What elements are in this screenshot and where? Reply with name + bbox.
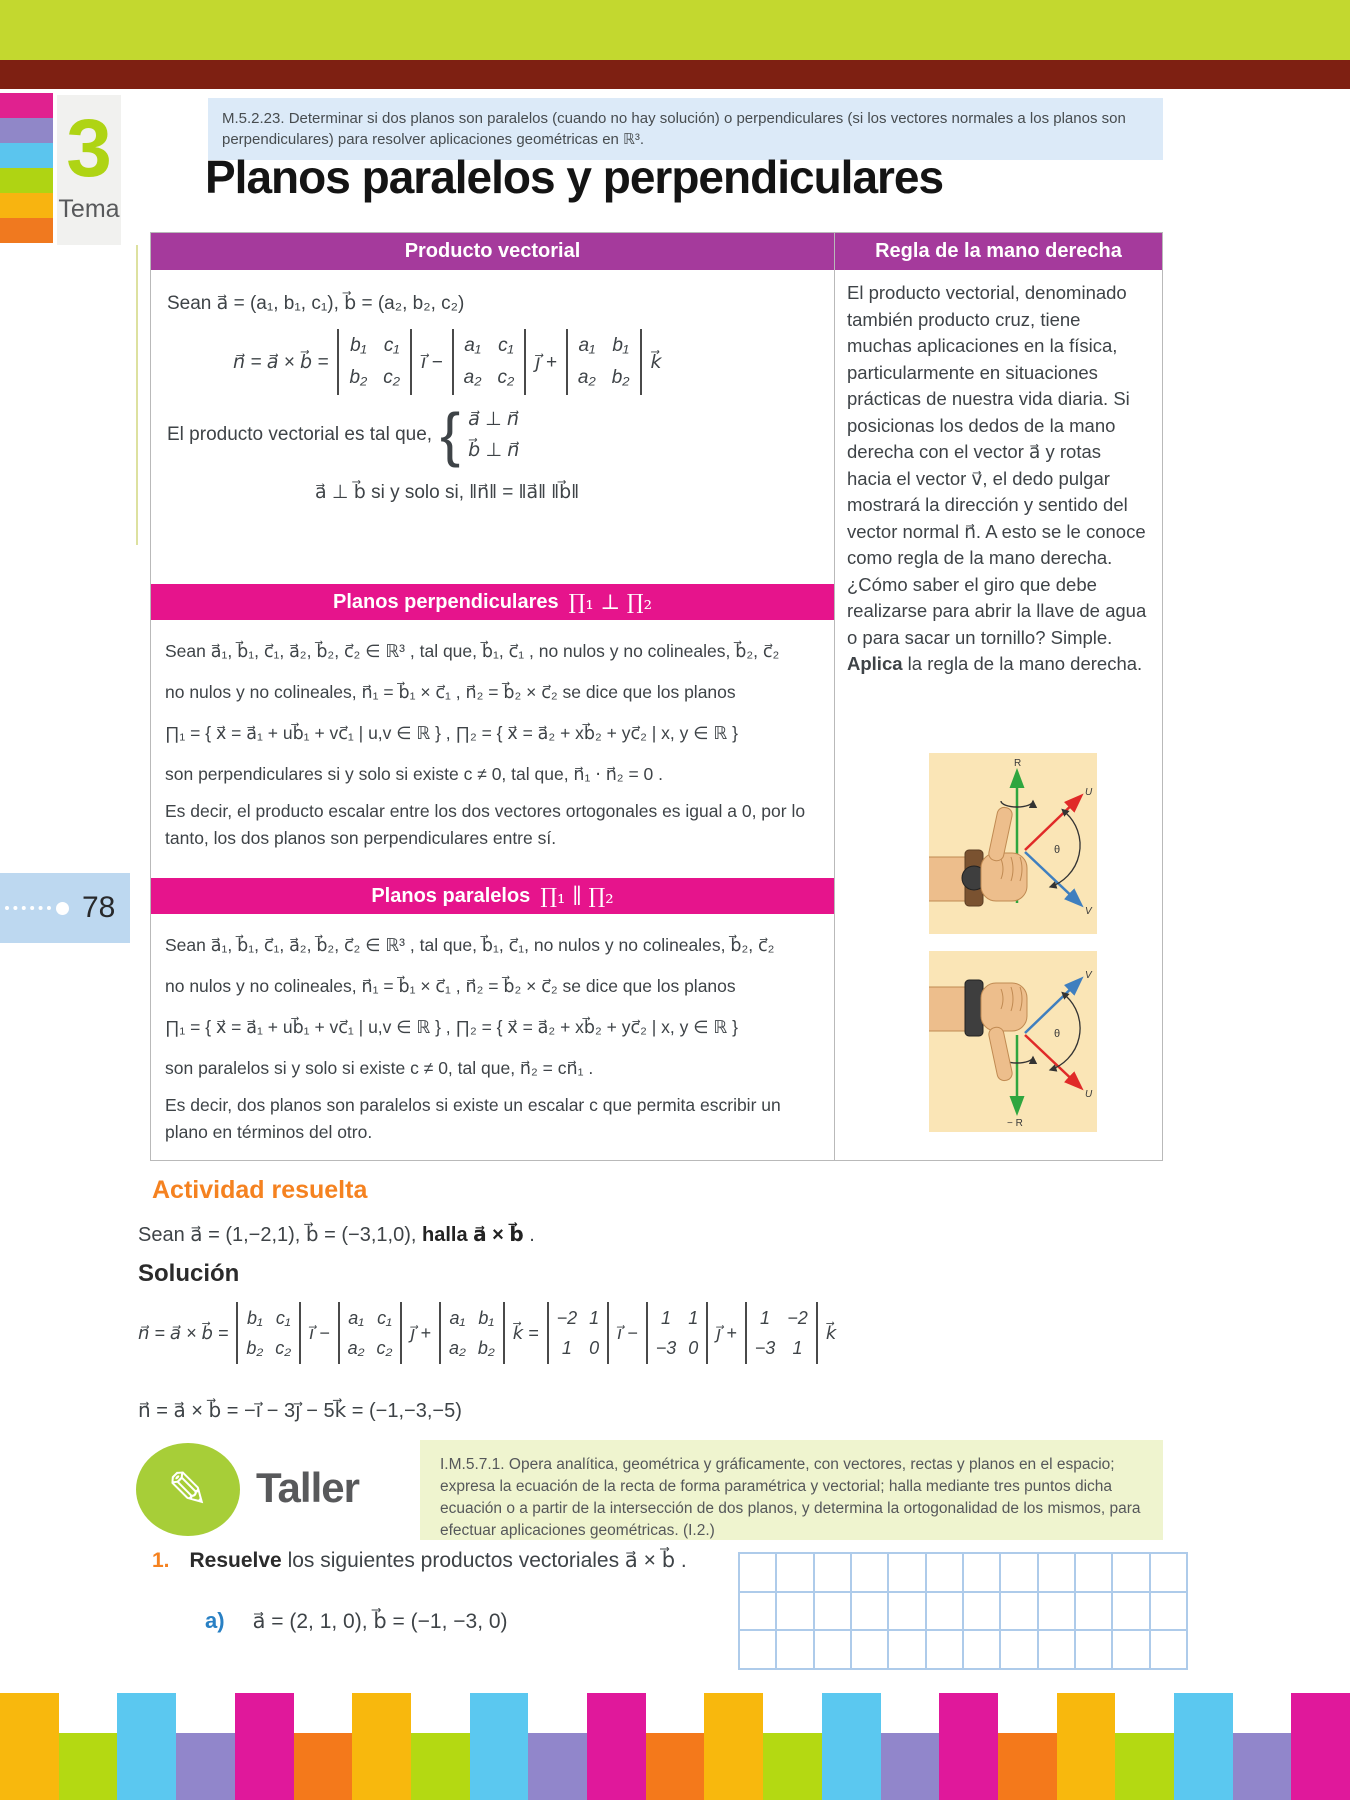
actividad-resuelta-heading: Actividad resuelta <box>152 1176 368 1204</box>
tema-number: 3 <box>66 103 112 194</box>
sol-det-bc: b₁ c₁ b₂ c₂ <box>236 1302 301 1364</box>
rm-text-bold: Aplica <box>847 653 903 674</box>
enunciado-bold: halla a⃗ × b⃗ <box>422 1224 524 1246</box>
bottom-color-border <box>0 1693 1350 1800</box>
solution-equation <box>138 1302 836 1364</box>
page-number: 78 <box>82 891 116 924</box>
label-v: V <box>1085 970 1092 981</box>
page-number-tab <box>0 873 130 943</box>
op-i: i⃗ − <box>421 351 443 373</box>
leader-dot <box>56 902 69 915</box>
producto-vectorial-header-text: Producto vectorial <box>404 240 581 262</box>
case-a-perp-n: a⃗ ⊥ n⃗ <box>468 409 519 430</box>
sol-op-i: i⃗ − <box>309 1322 330 1343</box>
para-line-4: son paralelos si y solo si existe c ≠ 0, tal que, n⃗₂ = cn⃗₁ . <box>165 1058 594 1078</box>
tema-badge <box>57 95 121 245</box>
planos-perpendiculares-header <box>151 584 834 620</box>
exercise-rest: los siguientes productos vectoriales a⃗ × b⃗ . <box>281 1549 687 1572</box>
taller-standard-panel <box>420 1440 1163 1540</box>
exercise-number: 1. <box>152 1549 170 1572</box>
content-table <box>150 232 1163 1161</box>
sol-det-num2: 1 1 −3 0 <box>646 1302 709 1364</box>
taller-label: Taller <box>256 1464 359 1511</box>
planos-perpendiculares-math: ∏₁ ⊥ ∏₂ <box>568 590 652 614</box>
planos-paralelos-title: Planos paralelos <box>371 884 531 907</box>
planos-paralelos-content <box>151 914 834 1148</box>
taller-standard-text: I.M.5.7.1. Opera analítica, geométrica y gráficamente, con vectores, rectas y planos en el espacio; expresa la ecuación de la recta de forma paramétrica y vectorial; halla mediante tres puntos dicha ecuación o a partir de la intersección de dos planos, y determina la ortogonalidad de los mismos, para efectuar aplicaciones geométricas. (I.2.) <box>440 1456 1141 1539</box>
regla-mano-derecha-header <box>835 233 1162 270</box>
item-letter: a) <box>205 1608 225 1633</box>
determinant-ab: a₁ b₁ a₂ b₂ <box>566 329 642 395</box>
curriculum-standard-text: M.5.2.23. Determinar si dos planos son paralelos (cuando no hay solución) o perpendiculares (si los vectores normales a los planos son perpendiculares) para resolver aplicaciones geométricas en ℝ³. <box>222 110 1126 148</box>
sol-op-k: k⃗ = <box>512 1322 539 1343</box>
right-hand-rule-diagram-up <box>929 753 1097 934</box>
sol-det-num3: 1 −2 −3 1 <box>745 1302 818 1364</box>
item-vectors: a⃗ = (2, 1, 0), b⃗ = (−1, −3, 0) <box>252 1610 508 1633</box>
perp-line-3: ∏₁ = { x⃗ = a⃗₁ + ub⃗₁ + vc⃗₁ | u,v ∈ ℝ } , ∏₂ = { x⃗ = a⃗₂ + xb⃗₂ + yc⃗₂ | x, y ∈ ℝ } <box>165 723 738 743</box>
label-theta: θ <box>1054 844 1061 856</box>
producto-vectorial-header <box>151 233 834 270</box>
para-line-2: no nulos y no colineales, n⃗₁ = b⃗₁ × c⃗₁ , n⃗₂ = b⃗₂ × c⃗₂ se dice que los planos <box>165 976 736 996</box>
solucion-heading: Solución <box>138 1260 240 1287</box>
regla-mano-derecha-body <box>835 270 1162 688</box>
determinant-ac: a₁ c₁ a₂ c₂ <box>452 329 527 395</box>
exercise-1-line <box>152 1548 687 1573</box>
tema-color-stripes <box>0 93 53 243</box>
perp-line-4: son perpendiculares si y solo si existe c ≠ 0, tal que, n⃗₁ ⋅ n⃗₂ = 0 . <box>165 764 663 784</box>
label-minus-r: − R <box>1007 1118 1023 1129</box>
op-j: j⃗ + <box>535 351 557 373</box>
label-v: V <box>1085 906 1092 917</box>
exercise-text <box>190 1548 687 1573</box>
diagram-background <box>929 951 1097 1132</box>
sol-op-j: j⃗ + <box>410 1322 431 1343</box>
perp-line-1: Sean a⃗₁, b⃗₁, c⃗₁, a⃗₂, b⃗₂, c⃗₂ ∈ ℝ³ , tal que, b⃗₁, c⃗₁ , no nulos y no colineales, b⃗₂, c⃗₂ <box>165 641 780 661</box>
label-r: R <box>1014 758 1022 769</box>
rm-text-1: El producto vectorial, denominado también producto cruz, tiene muchas aplicaciones en la física, particularmente en situaciones prácticas de nuestra vida diaria. Si posicionas los dedos de la mano derecha con el vector a⃗ y rotas hacia el vector v⃗, el dedo pulgar mostrará la dirección y sentido del vector normal n⃗. A esto se le conoce como regla de la mano derecha. ¿Cómo saber el giro que debe realizarse para abrir la llave de agua o para sacar un tornillo? Simple. <box>847 282 1147 648</box>
perpendicular-cases <box>468 408 519 462</box>
taller-badge <box>136 1443 240 1536</box>
case-b-perp-n: b⃗ ⊥ n⃗ <box>468 440 520 461</box>
rm-text-2: la regla de la mano derecha. <box>902 653 1143 674</box>
para-line-5: Es decir, dos planos son paralelos si existe un escalar c que permita escribir un plano en términos del otro. <box>165 1095 781 1142</box>
taller-box <box>130 1440 1163 1540</box>
label-u: U <box>1085 1089 1093 1100</box>
regla-mano-derecha-header-text: Regla de la mano derecha <box>875 240 1122 262</box>
norm-condition-line: a⃗ ⊥ b⃗ si y solo si, ‖n⃗‖ = ‖a⃗‖ ‖b⃗‖ <box>315 482 580 503</box>
label-theta: θ <box>1054 1028 1061 1040</box>
planos-perpendiculares-title: Planos perpendiculares <box>332 590 559 613</box>
determinant-bc: b₁ c₁ b₂ c₂ <box>337 329 412 395</box>
sol-op-i2: i⃗ − <box>617 1322 638 1343</box>
actividad-enunciado <box>138 1222 535 1247</box>
vectors-definition-line: Sean a⃗ = (a₁, b₁, c₁), b⃗ = (a₂, b₂, c₂) <box>167 293 465 314</box>
right-hand-rule-diagram-down <box>929 951 1097 1132</box>
exercise-verb: Resuelve <box>189 1549 282 1572</box>
planos-perpendiculares-content <box>151 620 834 854</box>
op-k: k⃗ <box>650 351 662 373</box>
tal-que-text: El producto vectorial es tal que, <box>167 424 433 445</box>
diagram-background <box>929 753 1097 934</box>
answer-grid <box>738 1552 1188 1670</box>
label-u: U <box>1085 787 1093 798</box>
dotted-leader <box>5 906 51 910</box>
exercise-item-a <box>205 1608 508 1634</box>
pencil-icon: ✎ <box>167 1461 209 1518</box>
solution-lhs: n⃗ = a⃗ × b⃗ = <box>138 1322 229 1343</box>
perp-line-5: Es decir, el producto escalar entre los dos vectores ortogonales es igual a 0, por lo tanto, los dos planos son perpendiculares entre sí. <box>165 801 806 848</box>
top-banner <box>0 0 1350 60</box>
para-line-3: ∏₁ = { x⃗ = a⃗₁ + ub⃗₁ + vc⃗₁ | u,v ∈ ℝ } , ∏₂ = { x⃗ = a⃗₂ + xb⃗₂ + yc⃗₂ | x, y ∈ ℝ } <box>165 1017 738 1037</box>
top-banner-stripe <box>0 60 1350 89</box>
sol-det-ab: a₁ b₁ a₂ b₂ <box>439 1302 505 1364</box>
sol-op-j2: j⃗ + <box>716 1322 737 1343</box>
solution-result: n⃗ = a⃗ × b⃗ = −i⃗ − 3j⃗ − 5k⃗ = (−1,−3,−5) <box>138 1400 462 1422</box>
page-title: Planos paralelos y perpendiculares <box>205 151 944 203</box>
sol-op-k2: k⃗ <box>825 1322 837 1343</box>
cross-product-formula <box>233 329 822 395</box>
enunciado-end: . <box>523 1224 535 1246</box>
producto-vectorial-content <box>151 270 834 504</box>
perp-line-2: no nulos y no colineales, n⃗₁ = b⃗₁ × c⃗₁ , n⃗₂ = b⃗₂ × c⃗₂ se dice que los planos <box>165 682 736 702</box>
tema-label: Tema <box>58 195 120 223</box>
sol-det-num1: −2 1 1 0 <box>547 1302 610 1364</box>
planos-paralelos-math: ∏₁ ∥ ∏₂ <box>540 884 614 908</box>
margin-accent-line <box>136 245 138 545</box>
cases-brace: { <box>440 401 461 468</box>
enunciado-text: Sean a⃗ = (1,−2,1), b⃗ = (−3,1,0), <box>138 1224 422 1246</box>
planos-paralelos-header <box>151 878 834 914</box>
tal-que-line <box>167 401 822 468</box>
para-line-1: Sean a⃗₁, b⃗₁, c⃗₁, a⃗₂, b⃗₂, c⃗₂ ∈ ℝ³ , tal que, b⃗₁, c⃗₁, no nulos y no colineales, b⃗₂, c⃗₂ <box>165 935 775 955</box>
formula-lhs: n⃗ = a⃗ × b⃗ = <box>233 351 329 373</box>
sol-det-ac: a₁ c₁ a₂ c₂ <box>338 1302 403 1364</box>
